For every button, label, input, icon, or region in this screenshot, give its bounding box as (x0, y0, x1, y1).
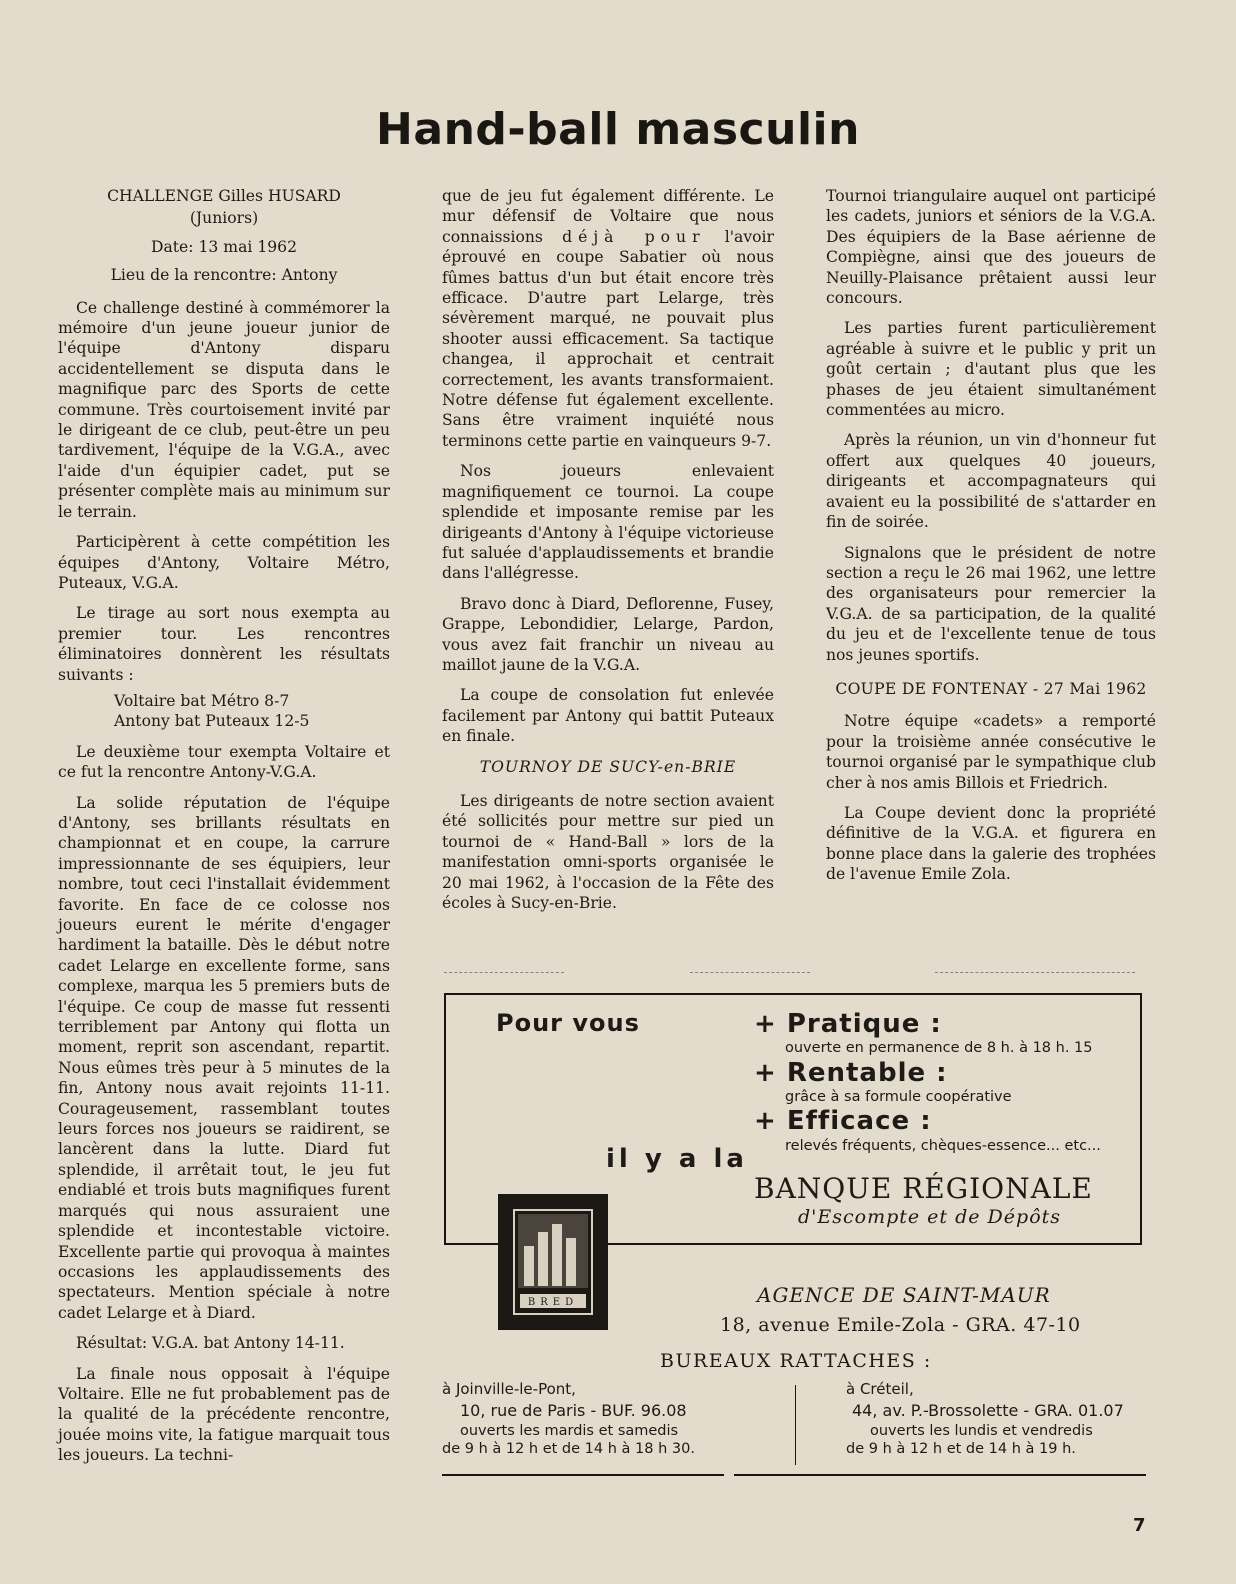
branch-address: 44, av. P.-Brossolette - GRA. 01.07 (852, 1401, 1124, 1420)
agency-address: 18, avenue Emile-Zola - GRA. 47-10 (720, 1314, 1081, 1336)
challenge-subheader: (Juniors) (189, 209, 259, 228)
branch-city: à Créteil, (846, 1380, 914, 1398)
section-heading: TOURNOY DE SUCY-en-BRIE (479, 757, 737, 776)
paragraph: Résultat: V.G.A. bat Antony 14-11. (76, 1334, 345, 1353)
paragraph: Bravo donc à Diard, Deflorenne, Fusey, Grappe, Lebondidier, Lelarge, Pardon, vous avez fait franchir un niveau au maillot jaune de la V.G.A. (442, 594, 774, 674)
divider (935, 972, 1135, 974)
agency-name: AGENCE DE SAINT-MAUR (757, 1283, 1051, 1307)
page-title: Hand-ball masculin (376, 104, 860, 155)
ad-pratique: + Pratique : (754, 1009, 942, 1039)
paragraph: La coupe de consolation fut enlevée facilement par Antony qui battit Puteaux en finale. (442, 686, 774, 746)
challenge-date: Date: 13 mai 1962 (150, 237, 298, 256)
ad-efficace-note: relevés fréquents, chèques-essence... etc... (785, 1138, 1101, 1154)
logo-text: BRED (527, 1297, 579, 1308)
article-column-1 (58, 186, 390, 1476)
branch-creteil (846, 1378, 1156, 1458)
divider (442, 1474, 724, 1476)
branch-joinville (442, 1378, 782, 1458)
challenge-header: CHALLENGE Gilles HUSARD (107, 187, 341, 205)
ad-rentable: + Rentable : (754, 1058, 948, 1088)
paragraph: Après la réunion, un vin d'honneur fut offert aux quelques 40 joueurs, dirigeants et accompagnateurs qui avaient eu la possibilité de s'attarder en fin de soirée. (826, 431, 1156, 532)
paragraph: Ce challenge destiné à commémorer la mémoire d'un jeune joueur junior de l'équipe d'Antony disparu accidentellement se disputa dans le magnifique parc des Sports de cette commune. Très courtoisement invité par le dirigeant de ce club, peut-être un peu tardivement, l'équipe de la V.G.A., avec l'aide d'un équipier cadet, put se présenter complète mais au minimum sur le terrain. (58, 298, 390, 521)
ad-pratique-note: ouverte en permanence de 8 h. à 18 h. 15 (785, 1040, 1093, 1056)
branch-separator (795, 1385, 796, 1465)
paragraph: Le deuxième tour exempta Voltaire et ce fut la rencontre Antony-V.G.A. (58, 742, 390, 782)
paragraph: Les dirigeants de notre section avaient été sollicités pour mettre sur pied un tournoi de « Hand-Ball » lors de la manifestation omni-sports organisée le 20 mai 1962, à l'occasion de la Fête des écoles à Sucy-en-Brie. (442, 791, 774, 912)
paragraph: Notre équipe «cadets» a remporté pour la troisième année consécutive le tournoi organisé par le sympathique club cher à nos amis Billois et Friedrich. (826, 712, 1156, 792)
section-heading: COUPE DE FONTENAY - 27 Mai 1962 (835, 679, 1147, 698)
paragraph (442, 186, 774, 451)
bureaux-heading: BUREAUX RATTACHES : (660, 1350, 932, 1372)
text-run: que de jeu fut également différente. Le mur défensif de Voltaire que nous connaissions (442, 187, 774, 246)
branch-hours: de 9 h à 12 h et de 14 h à 19 h. (846, 1441, 1076, 1457)
result-line: Voltaire bat Métro 8-7 (114, 691, 290, 710)
article-column-2 (442, 186, 774, 923)
bank-subtitle: d'Escompte et de Dépôts (798, 1206, 1062, 1228)
bank-building-icon (498, 1194, 608, 1330)
paragraph: Les parties furent particulièrement agréable à suivre et le public y prit un goût certain ; d'autant plus que les phases de jeu étaient simultanément commentées au micro. (826, 319, 1156, 420)
result-line: Antony bat Puteaux 12-5 (114, 712, 310, 731)
paragraph: La Coupe devient donc la propriété définitive de la V.G.A. et figurera en bonne place dans la galerie des trophées de l'avenue Emile Zola. (826, 803, 1156, 884)
branch-days: ouverts les mardis et samedis (460, 1423, 679, 1439)
ad-il-y-a-la: il y a la (606, 1144, 748, 1174)
branch-hours: de 9 h à 12 h et de 14 h à 18 h 30. (442, 1441, 695, 1457)
text-run-spaced: déjà pour (562, 227, 706, 246)
paragraph: Participèrent à cette compétition les équipes d'Antony, Voltaire Métro, Puteaux, V.G.A. (58, 533, 390, 592)
article-column-3 (826, 186, 1156, 895)
divider (734, 1474, 1146, 1476)
branch-days: ouverts les lundis et vendredis (870, 1423, 1093, 1439)
divider (444, 972, 564, 974)
paragraph: La solide réputation de l'équipe d'Antony, ses brillants résultats en championnat et en coupe, la carrure impressionnante de ses équipiers, leur nombre, tout ceci l'installait évidemment favorite. En face de ce colosse nos joueurs eurent le mérite d'engager hardiment la bataille. Dès le début notre cadet Lelarge en excellente forme, sans complexe, marqua les 5 premiers buts de l'équipe. Ce coup de masse fut ressenti terriblement par Antony qui flotta un moment, reprit son ascendant, repartit. Nous eûmes très peur à 5 minutes de la fin, Antony nous avait rejoints 11-11. Courageusement, rassemblant toutes leurs forces nos joueurs se raidirent, se lancèrent dans la lutte. Diard fut splendide, il arrêtait tout, le jeu fut endiablé et trois buts magnifiques furent marqués qui nous assuraient une splendide et incontestable victoire. Excellente partie qui provoqua à maintes occasions les applaudissements des spectateurs. Mention spéciale à notre cadet Lelarge et à Diard. (58, 793, 390, 1322)
challenge-location: Lieu de la rencontre: Antony (110, 266, 338, 285)
ad-rentable-note: grâce à sa formule coopérative (785, 1089, 1012, 1105)
bank-name: BANQUE RÉGIONALE (754, 1172, 1093, 1205)
paragraph: Signalons que le président de notre section a reçu le 26 mai 1962, une lettre des organisateurs pour remercier la V.G.A. de sa participation, de la qualité du jeu et de l'excellente tenue de tous nos jeunes sportifs. (826, 543, 1156, 664)
ad-pour-vous: Pour vous (496, 1009, 640, 1037)
ad-efficace: + Efficace : (754, 1106, 932, 1136)
page-number: 7 (1133, 1515, 1146, 1536)
branch-city: à Joinville-le-Pont, (442, 1380, 576, 1398)
divider (690, 972, 810, 974)
paragraph: Tournoi triangulaire auquel ont participé les cadets, juniors et séniors de la V.G.A. Des équipiers de la Base aérienne de Compiègne, ainsi que des joueurs de Neuilly-Plaisance prêtaient aussi leur concours. (826, 187, 1156, 308)
text-run: l'avoir éprouvé en coupe Sabatier où nous fûmes battus d'un but était encore très efficace. D'autre part Lelarge, très sévèrement marqué, ne pouvait plus shooter aussi efficacement. Sa tactique changea, il approchait et centrait correctement, les avants transformaient. Notre défense fut également excellente. Sans être vraiment inquiété nous terminons cette partie en vainqueurs 9-7. (442, 227, 774, 450)
bred-logo (498, 1194, 608, 1330)
paragraph: Le tirage au sort nous exempta au premier tour. Les rencontres éliminatoires donnèrent les résultats suivants : (58, 604, 390, 684)
paragraph: Nos joueurs enlevaient magnifiquement ce tournoi. La coupe splendide et imposante remise par les dirigeants d'Antony à l'équipe victorieuse fut saluée d'applaudissements et brandie dans l'allégresse. (442, 462, 774, 583)
branch-address: 10, rue de Paris - BUF. 96.08 (460, 1401, 687, 1420)
paragraph: La finale nous opposait à l'équipe Voltaire. Elle ne fut probablement pas de la qualité de la précédente rencontre, jouée moins vite, la fatigue marquait tous les joueurs. La techni- (58, 1364, 390, 1465)
